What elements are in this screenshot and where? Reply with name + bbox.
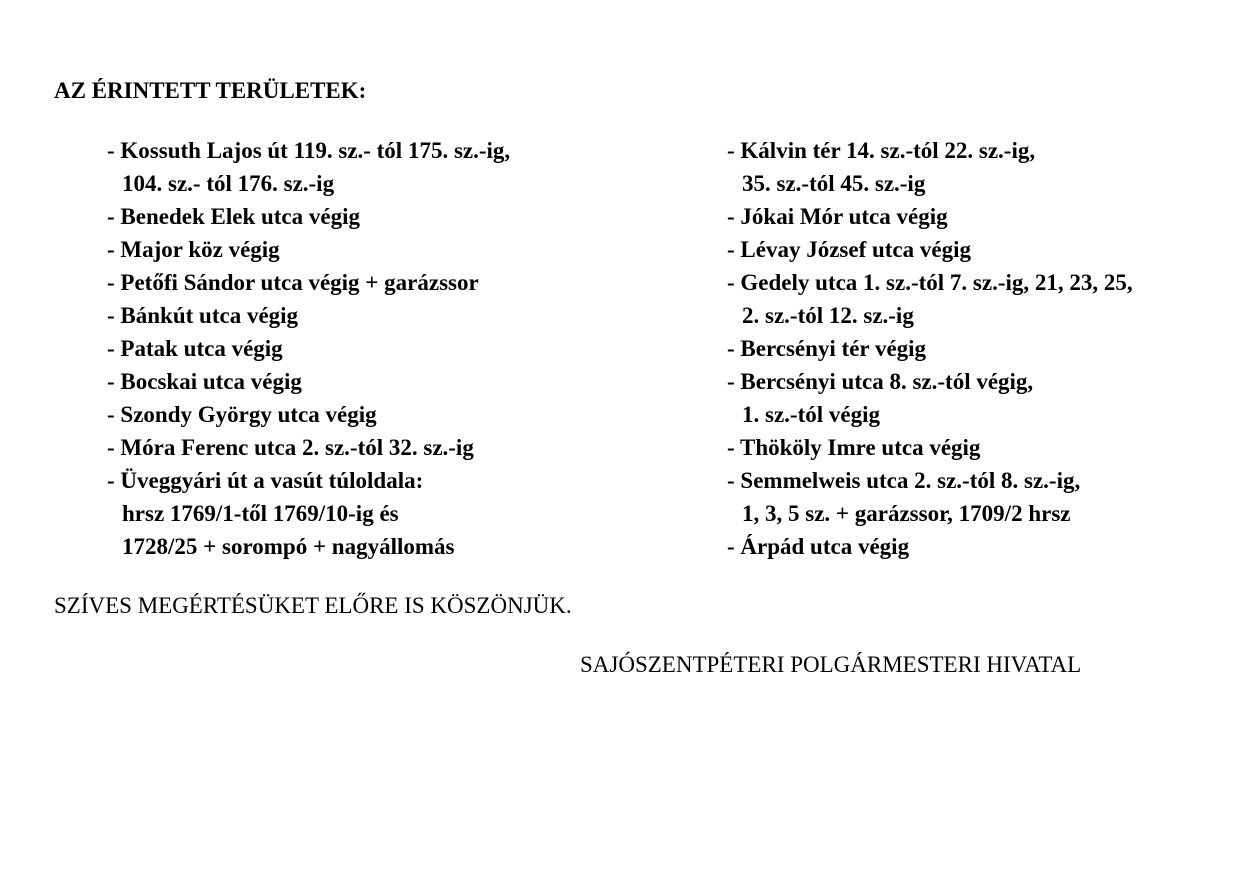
area-list-item: - Kálvin tér 14. sz.-tól 22. sz.-ig,	[727, 138, 1036, 163]
thanks-text: SZÍVES MEGÉRTÉSÜKET ELŐRE IS KÖSZÖNJÜK.	[54, 593, 572, 618]
area-list-item: - Semmelweis utca 2. sz.-tól 8. sz.-ig,	[727, 468, 1081, 493]
left-area-list	[107, 134, 510, 563]
area-list-item-continuation: 104. sz.- tól 176. sz.-ig	[122, 171, 335, 196]
area-list-item: - Bánkút utca végig	[107, 303, 299, 328]
area-list-item: - Major köz végig	[107, 237, 280, 262]
area-list-item: - Bercsényi utca 8. sz.-tól végig,	[727, 369, 1034, 394]
area-list-item: - Jókai Mór utca végig	[727, 204, 948, 229]
area-list-item: - Benedek Elek utca végig	[107, 204, 360, 229]
area-list-item-continuation: hrsz 1769/1-től 1769/10-ig és	[122, 501, 399, 526]
area-list-item: - Móra Ferenc utca 2. sz.-tól 32. sz.-ig	[107, 435, 474, 460]
area-list-item: - Szondy György utca végig	[107, 402, 377, 427]
area-list-item: - Lévay József utca végig	[727, 237, 971, 262]
section-heading: AZ ÉRINTETT TERÜLETEK:	[54, 78, 367, 103]
area-list-item-continuation: 2. sz.-tól 12. sz.-ig	[742, 303, 914, 328]
area-list-item: - Bocskai utca végig	[107, 369, 302, 394]
area-list-item-continuation: 1, 3, 5 sz. + garázssor, 1709/2 hrsz	[742, 501, 1071, 526]
right-area-list	[727, 134, 1133, 563]
area-list-item: - Gedely utca 1. sz.-tól 7. sz.-ig, 21, 23, 25,	[727, 270, 1133, 295]
area-list-item: - Petőfi Sándor utca végig + garázssor	[107, 270, 479, 295]
area-list-item-continuation: 1. sz.-tól végig	[742, 402, 880, 427]
area-list-item-continuation: 35. sz.-tól 45. sz.-ig	[742, 171, 926, 196]
area-list-item: - Árpád utca végig	[727, 534, 910, 559]
area-list-item: - Üveggyári út a vasút túloldala:	[107, 468, 424, 493]
area-list-item: - Thököly Imre utca végig	[727, 435, 981, 460]
area-list-item: - Patak utca végig	[107, 336, 283, 361]
area-list-item: - Kossuth Lajos út 119. sz.- tól 175. sz.-ig,	[107, 138, 511, 163]
signature-text: SAJÓSZENTPÉTERI POLGÁRMESTERI HIVATAL	[580, 652, 1082, 677]
area-list-item-continuation: 1728/25 + sorompó + nagyállomás	[122, 534, 455, 559]
area-list-item: - Bercsényi tér végig	[727, 336, 927, 361]
